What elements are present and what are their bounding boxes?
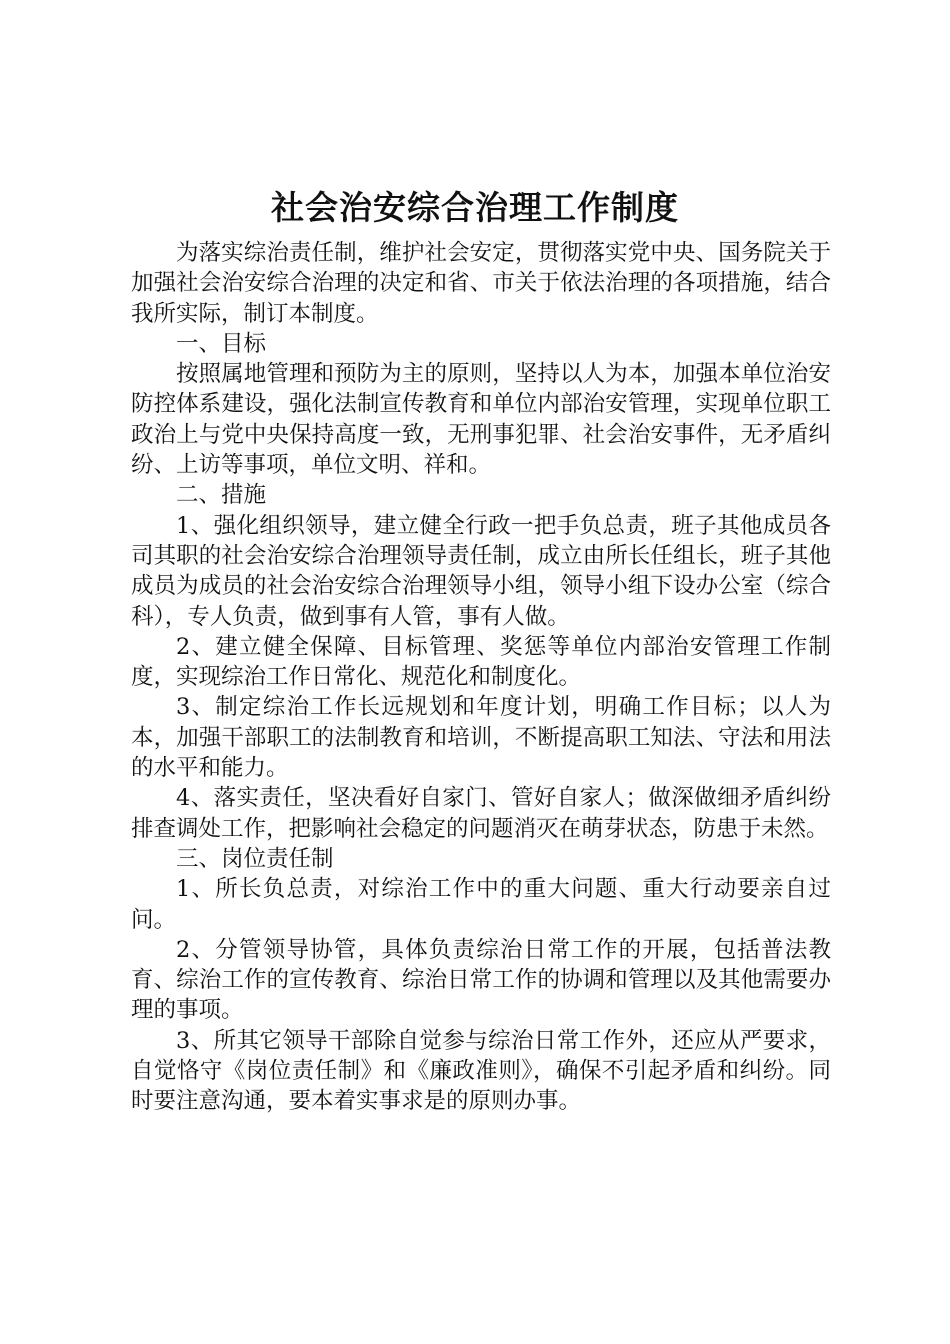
measure-item-3: 3、制定综治工作长远规划和年度计划，明确工作目标；以人为本，加强干部职工的法制教育和培训，不断提高职工知法、守法和用法的水平和能力。 — [131, 694, 831, 782]
measure-item-2: 2、建立健全保障、目标管理、奖惩等单位内部治安管理工作制度，实现综治工作日常化、规范化和制度化。 — [131, 633, 831, 691]
section-heading-goal: 一、目标 — [176, 330, 267, 357]
measure-item-1: 1、强化组织领导，建立健全行政一把手负总责，班子其他成员各司其职的社会治安综合治理领导责任制，成立由所长任组长，班子其他成员为成员的社会治安综合治理领导小组，领导小组下设办公室（综合科），专人负责，做到事有人管，事有人做。 — [131, 512, 831, 630]
section-heading-measures: 二、措施 — [176, 482, 267, 509]
document-title: 社会治安综合治理工作制度 — [271, 188, 679, 227]
responsibility-item-3: 3、所其它领导干部除自觉参与综治日常工作外，还应从严要求，自觉恪守《岗位责任制》和《廉政准则》，确保不引起矛盾和纠纷。同时要注意沟通，要本着实事求是的原则办事。 — [131, 1027, 831, 1115]
document-body — [131, 238, 831, 1117]
goal-paragraph: 按照属地管理和预防为主的原则，坚持以人为本，加强本单位治安防控体系建设，强化法制宣传教育和单位内部治安管理，实现单位职工政治上与党中央保持高度一致，无刑事犯罪、社会治安事件，无矛盾纠纷、上访等事项，单位文明、祥和。 — [131, 361, 831, 479]
section-heading-responsibility: 三、岗位责任制 — [176, 845, 334, 872]
intro-paragraph: 为落实综治责任制，维护社会安定，贯彻落实党中央、国务院关于加强社会治安综合治理的决定和省、市关于依法治理的各项措施，结合我所实际，制订本制度。 — [131, 240, 831, 327]
responsibility-item-1: 1、所长负总责，对综治工作中的重大问题、重大行动要亲自过问。 — [131, 876, 831, 933]
responsibility-item-2: 2、分管领导协管，具体负责综治日常工作的开展，包括普法教育、综治工作的宣传教育、综治日常工作的协调和管理以及其他需要办理的事项。 — [131, 936, 831, 1024]
measure-item-4: 4、落实责任，坚决看好自家门、管好自家人；做深做细矛盾纠纷排查调处工作，把影响社会稳定的问题消灭在萌芽状态，防患于未然。 — [131, 785, 831, 842]
